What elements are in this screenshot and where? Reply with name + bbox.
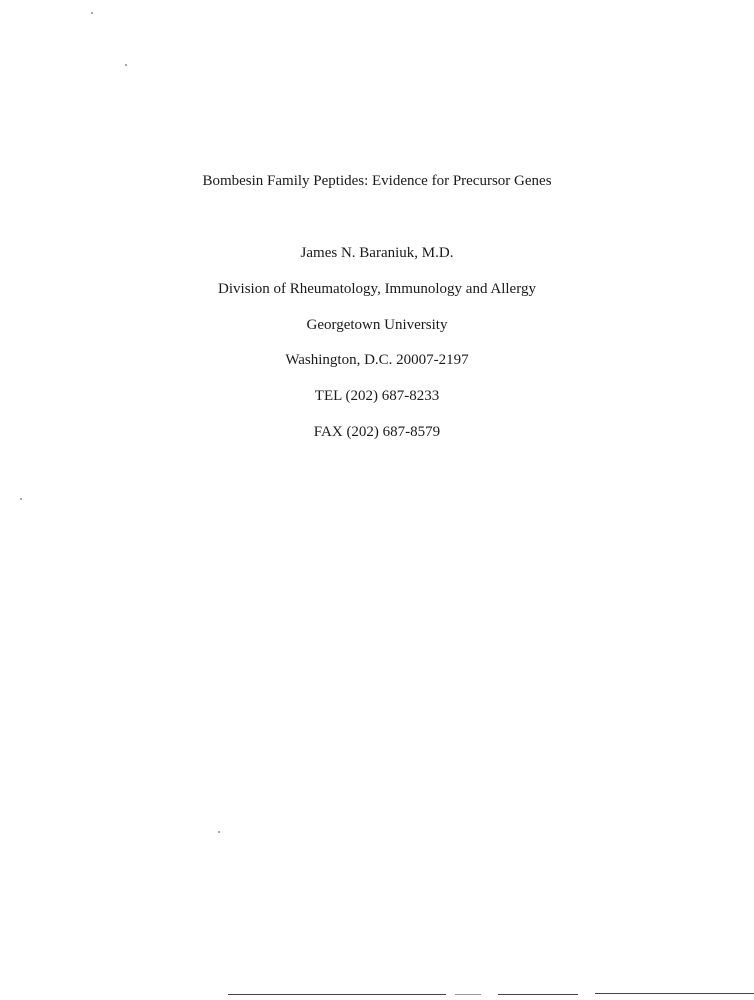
scan-edge-line xyxy=(498,994,578,995)
scan-speck xyxy=(218,831,220,833)
scan-edge-line xyxy=(228,994,446,995)
scan-speck xyxy=(20,498,22,500)
telephone-number: TEL (202) 687-8233 xyxy=(314,388,440,404)
scan-edge-line xyxy=(455,994,481,995)
document-title: Bombesin Family Peptides: Evidence for Precursor Genes xyxy=(202,173,552,189)
affiliation-address: Washington, D.C. 20007-2197 xyxy=(285,352,469,368)
fax-number: FAX (202) 687-8579 xyxy=(313,424,441,440)
author-name: James N. Baraniuk, M.D. xyxy=(300,245,454,261)
scan-speck xyxy=(91,12,93,14)
affiliation-university: Georgetown University xyxy=(306,317,448,333)
scan-edge-line xyxy=(595,993,754,994)
affiliation-division: Division of Rheumatology, Immunology and Allergy xyxy=(218,281,536,297)
scan-speck xyxy=(125,64,127,66)
